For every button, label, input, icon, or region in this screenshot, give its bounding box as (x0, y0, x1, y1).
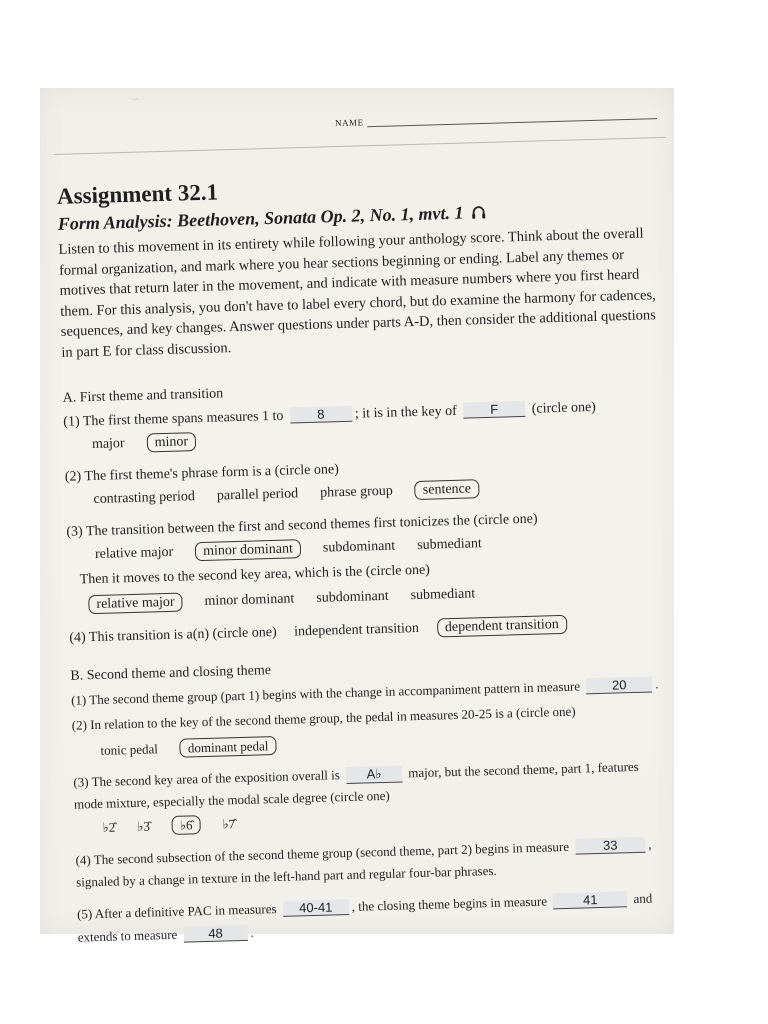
option-flat-6-selected[interactable]: ♭6̂ (172, 815, 201, 835)
instructions-paragraph: Listen to this movement in its entirety while following your anthology score. Think about the overall formal organization, and mark where you hear sections beginning or ending. Label any themes or motives that return later in the movement, and indicate with measure numbers where you first heard them. For this analysis, you don't have to label every chord, but do examine the harmony for cadences, sequences, and key changes. Answer questions under parts A-D, then consider the additional questions in part E for class discussion. (58, 225, 656, 361)
q-number: (1) (63, 414, 80, 430)
q-number: (5) (76, 906, 93, 922)
q-text: The transition between the first and second themes first tonicizes the (circle one) (85, 511, 538, 540)
answer-closing-field[interactable]: 41 (553, 891, 627, 909)
q-number: (4) (69, 630, 86, 646)
section-b-heading: B. Second theme and closing theme (70, 663, 272, 684)
q-text: and (633, 890, 653, 907)
q-text: The first theme spans measures 1 to (82, 408, 284, 430)
answer-b1-field[interactable]: 20 (586, 676, 652, 694)
q-number: (3) (73, 774, 89, 790)
q-text: , the closing theme begins in measure (351, 893, 548, 914)
q-end: . (655, 676, 659, 692)
name-label: NAME (334, 117, 364, 129)
q-text: In relation to the key of the second theme group, the pedal in measures 20-25 is a (circle one) (90, 703, 576, 733)
q-text: The second subsection of the second theme group (second theme, part 2) begins in measure (93, 838, 570, 868)
worksheet-page (52, 71, 664, 945)
question-a3-part2: Then it moves to the second key area, which is the (circle one) (79, 562, 431, 588)
assignment-title: Assignment 32.1 (56, 179, 219, 209)
q-text: This transition is a(n) (circle one) (88, 624, 277, 646)
option-minor-dominant[interactable]: minor dominant (204, 591, 295, 609)
option-minor-dominant-selected[interactable]: minor dominant (195, 539, 301, 561)
answer-b3-field[interactable]: A♭ (346, 765, 402, 784)
answer-measure-field[interactable]: 8 (290, 406, 352, 424)
option-contrasting-period[interactable]: contrasting period (93, 489, 196, 507)
answer-pac-field[interactable]: 40-41 (283, 899, 349, 917)
q-text: The second key area of the exposition overall is (91, 767, 341, 790)
option-parallel-period[interactable]: parallel period (216, 486, 299, 504)
q-text: After a definitive PAC in measures (94, 901, 277, 922)
subtitle-text: Form Analysis: Beethoven, Sonata Op. 2, No. 1, mvt. 1 (57, 202, 464, 234)
answer-key-field[interactable]: F (463, 401, 525, 419)
q-number: (2) (64, 469, 82, 485)
q-text: extends to measure (77, 926, 178, 945)
q-number: (3) (66, 524, 83, 540)
bleed-through-text: ~ (132, 91, 140, 107)
option-major[interactable]: major (91, 436, 125, 453)
q-text: The second theme group (part 1) begins with the change in accompaniment pattern in measure (89, 678, 581, 708)
question-b4-part2: signaled by a change in texture in the left-hand part and regular four-bar phrases. (75, 862, 497, 890)
q-end: . (250, 924, 255, 940)
q-end: , (648, 836, 652, 852)
option-sentence-selected[interactable]: sentence (415, 479, 480, 500)
option-subdominant[interactable]: subdominant (316, 588, 389, 606)
q-number: (2) (71, 717, 88, 733)
option-flat-7[interactable]: ♭7̂ (222, 816, 236, 832)
option-flat-2[interactable]: ♭2̂ (102, 819, 116, 835)
option-dependent-transition-selected[interactable]: dependent transition (437, 615, 567, 638)
question-b3-part2: mode mixture, especially the modal scale degree (circle one) (73, 787, 390, 812)
option-independent-transition[interactable]: independent transition (293, 620, 420, 640)
option-tonic-pedal[interactable]: tonic pedal (100, 741, 159, 758)
option-subdominant[interactable]: subdominant (322, 538, 396, 556)
q-number: (1) (70, 692, 87, 708)
option-submediant[interactable]: submediant (417, 536, 482, 553)
answer-end-field[interactable]: 48 (183, 925, 247, 943)
option-phrase-group[interactable]: phrase group (319, 483, 394, 501)
option-relative-major-selected[interactable]: relative major (88, 593, 183, 615)
q-text: major, but the second theme, part 1, features (408, 758, 639, 781)
q-text: ; it is in the key of (354, 403, 457, 422)
option-minor-selected[interactable]: minor (146, 432, 196, 452)
q-text: (circle one) (531, 399, 597, 417)
q-text: The first theme's phrase form is a (circle one) (84, 462, 339, 485)
answer-b4-field[interactable]: 33 (575, 837, 645, 855)
option-relative-major[interactable]: relative major (94, 544, 174, 562)
option-submediant[interactable]: submediant (410, 586, 476, 604)
headphones-icon (471, 204, 488, 225)
section-a-heading: A. First theme and transition (62, 386, 224, 406)
q-number: (4) (75, 852, 91, 868)
option-flat-3[interactable]: ♭3̂ (137, 818, 151, 834)
option-dominant-pedal-selected[interactable]: dominant pedal (180, 736, 277, 758)
